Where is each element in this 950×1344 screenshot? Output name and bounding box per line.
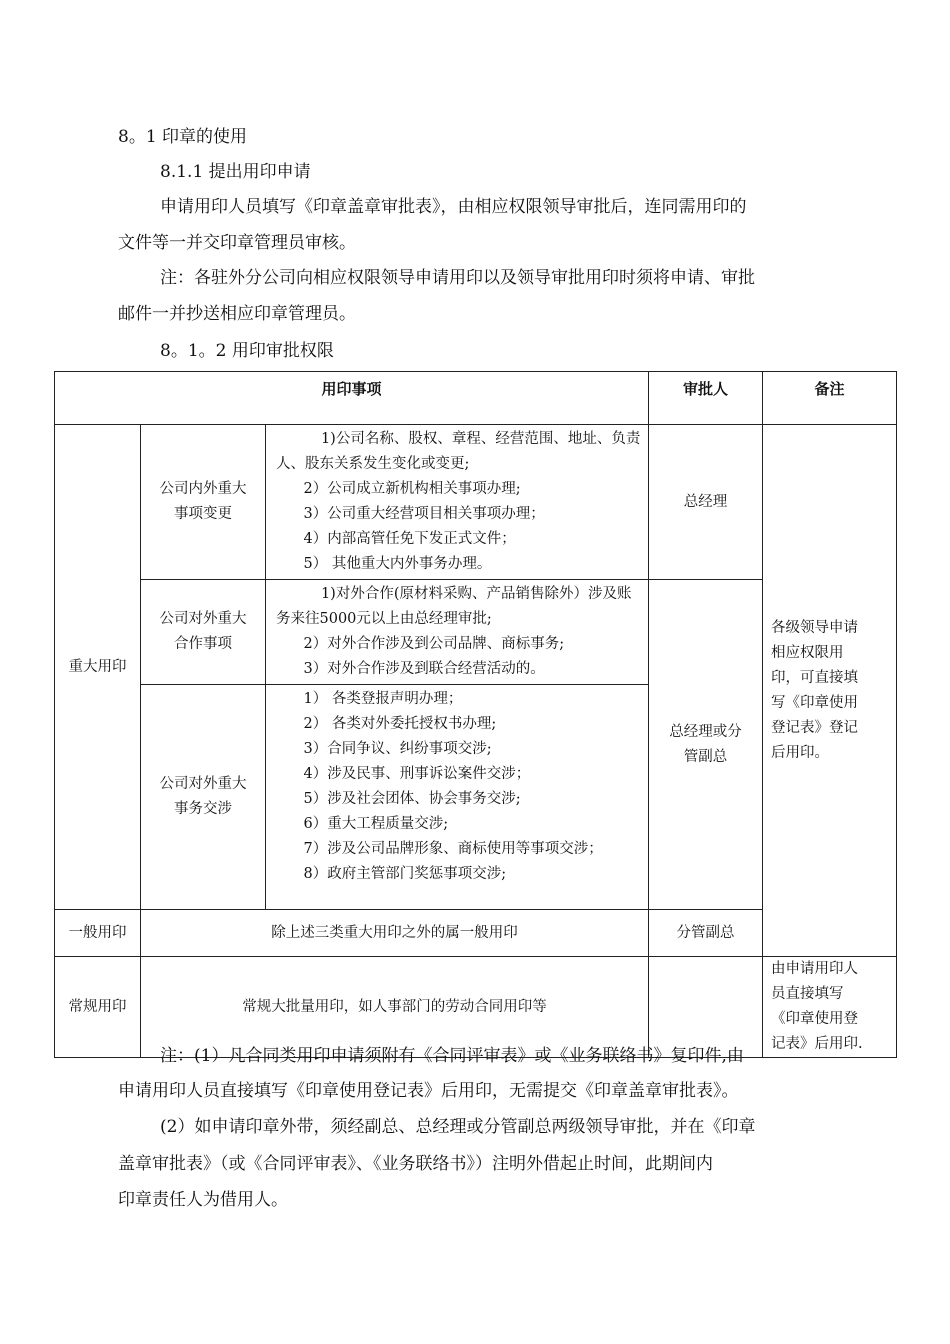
approver-cell: 总经理或分 管副总 — [649, 580, 763, 910]
general-seal-label: 一般用印 — [55, 910, 141, 957]
routine-seal-label: 常规用印 — [55, 957, 141, 1058]
header-remark: 备注 — [763, 372, 897, 425]
seal-approval-table — [54, 371, 897, 1058]
group-label: 公司对外重大 事务交涉 — [141, 685, 266, 910]
note-line: 邮件一并抄送相应印章管理员。 — [118, 304, 356, 324]
remark-cell: 各级领导申请 相应权限用 印，可直接填 写《印章使用 登记表》登记 后用印。 — [763, 425, 897, 957]
approver-cell: 分管副总 — [649, 910, 763, 957]
remark-cell: 由申请用印人 员直接填写 《印章使用登 记表》后用印. — [763, 957, 897, 1058]
header-approver: 审批人 — [649, 372, 763, 425]
routine-seal-item: 常规大批量用印，如人事部门的劳动合同用印等 — [141, 957, 649, 1058]
group-items: 1） 各类登报声明办理； 2） 各类对外委托授权书办理; 3）合同争议、纠纷事项交涉; 4）涉及民事、刑事诉讼案件交涉； 5）涉及社会团体、协会事务交涉; 6）重大工程质量交涉; 7）涉及公司品牌形象、商标使用等事项交涉； 8）政府主管部门奖惩事项交涉; — [266, 685, 649, 910]
table-header-row — [55, 372, 897, 425]
approver-cell — [649, 957, 763, 1058]
paragraph-line: 文件等一并交印章管理员审核。 — [118, 233, 356, 253]
section-heading-8-1-1: 8.1.1 提出用印申请 — [160, 162, 311, 182]
note-line: 申请用印人员直接填写《印章使用登记表》后用印，无需提交《印章盖章审批表》。 — [118, 1081, 739, 1101]
table-row — [55, 425, 897, 580]
note-line: 印章责任人为借用人。 — [118, 1190, 288, 1210]
approver-cell: 总经理 — [649, 425, 763, 580]
section-heading-8-1: 8。1 印章的使用 — [118, 127, 248, 147]
group-items: 1)对外合作(原材料采购、产品销售除外）涉及账务来往5000元以上由总经理审批; 2）对外合作涉及到公司品牌、商标事务; 3）对外合作涉及到联合经营活动的。 — [266, 580, 649, 685]
header-seal-matter: 用印事项 — [55, 372, 649, 425]
section-heading-8-1-2: 8。1。2 用印审批权限 — [160, 341, 334, 361]
group-label: 公司内外重大 事项变更 — [141, 425, 266, 580]
group-label: 公司对外重大 合作事项 — [141, 580, 266, 685]
note-line: 注：(1）凡合同类用印申请须附有《合同评审表》或《业务联络书》复印件,由 — [160, 1046, 744, 1066]
major-seal-label: 重大用印 — [55, 425, 141, 910]
note-line: 注：各驻外分公司向相应权限领导申请用印以及领导审批用印时须将申请、审批 — [160, 268, 755, 288]
paragraph-line: 申请用印人员填写《印章盖章审批表》，由相应权限领导审批后，连同需用印的 — [160, 197, 747, 217]
table-row — [55, 957, 897, 1058]
group-items: 1)公司名称、股权、章程、经营范围、地址、负责人、股东关系发生变化或变更; 2）公司成立新机构相关事项办理; 3）公司重大经营项目相关事项办理； 4）内部高管任免下发正式文件； 5） 其他重大内外事务办理。 — [266, 425, 649, 580]
general-seal-item: 除上述三类重大用印之外的属一般用印 — [141, 910, 649, 957]
note-line: (2）如申请印章外带，须经副总、总经理或分管副总两级领导审批，并在《印章 — [160, 1117, 756, 1137]
note-line: 盖章审批表》（或《合同评审表》、《业务联络书》）注明外借起止时间，此期间内 — [118, 1154, 713, 1174]
